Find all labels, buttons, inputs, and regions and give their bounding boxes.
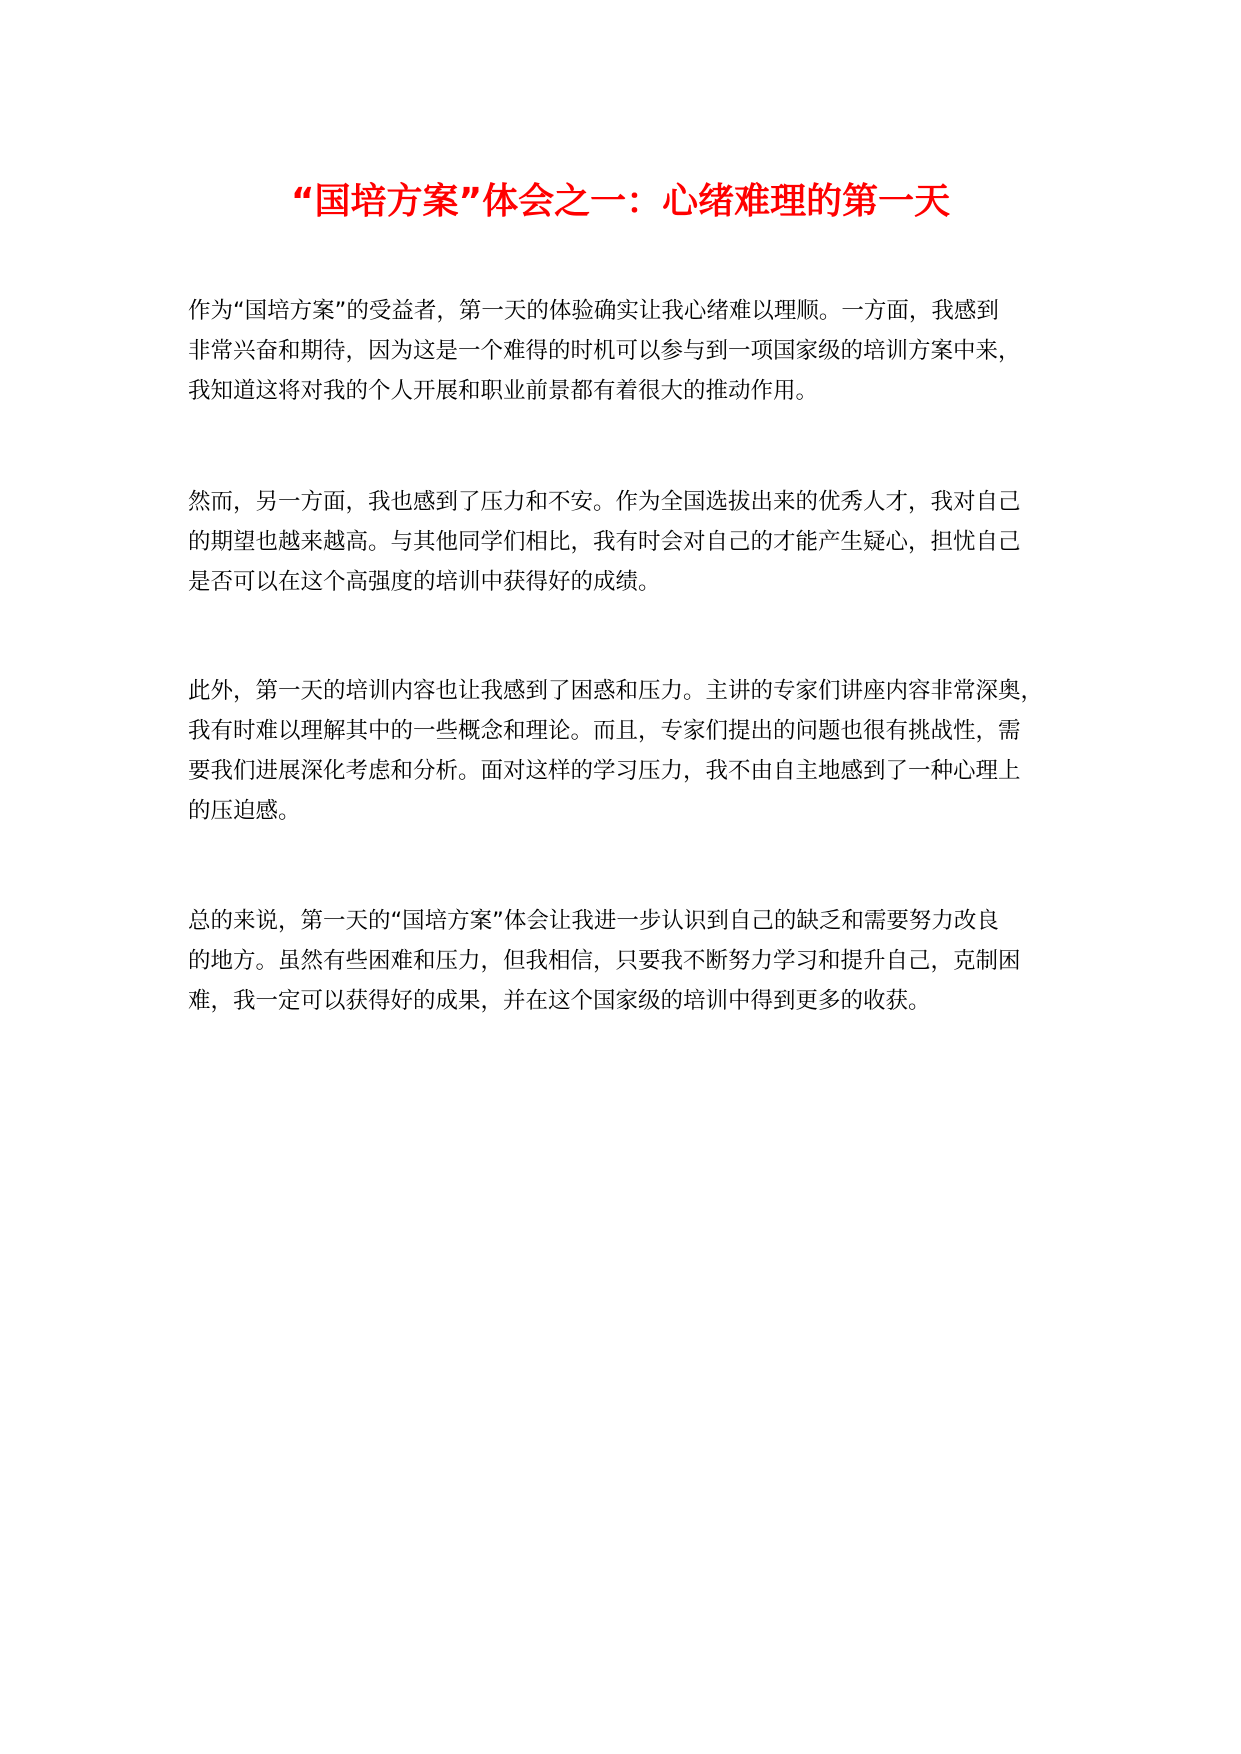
paragraph-line: 非常兴奋和期待，因为这是一个难得的时机可以参与到一项国家级的培训方案中来，: [188, 338, 1021, 364]
paragraph-line: 我有时难以理解其中的一些概念和理论。而且，专家们提出的问题也很有挑战性，需: [188, 718, 1021, 744]
paragraph-3: [188, 671, 1078, 831]
paragraph-line: 难，我一定可以获得好的成果，并在这个国家级的培训中得到更多的收获。: [188, 988, 931, 1014]
paragraph-1: [188, 291, 1078, 411]
paragraph-line: 是否可以在这个高强度的培训中获得好的成绩。: [188, 569, 661, 595]
paragraph-line: 作为“国培方案”的受益者，第一天的体验确实让我心绪难以理顺。一方面，我感到: [188, 298, 999, 324]
paragraph-line: 的压迫感。: [188, 798, 301, 824]
document-title: “国培方案”体会之一：心绪难理的第一天: [290, 181, 951, 222]
paragraph-line: 然而，另一方面，我也感到了压力和不安。作为全国选拔出来的优秀人才，我对自己: [188, 489, 1021, 515]
paragraph-line: 总的来说，第一天的“国培方案”体会让我进一步认识到自己的缺乏和需要努力改良: [188, 908, 999, 934]
paragraph-line: 此外，第一天的培训内容也让我感到了困惑和压力。主讲的专家们讲座内容非常深奥，: [188, 678, 1044, 704]
paragraph-line: 的期望也越来越高。与其他同学们相比，我有时会对自己的才能产生疑心，担忧自己: [188, 529, 1021, 555]
paragraph-2: [188, 482, 1078, 602]
paragraph-line: 要我们进展深化考虑和分析。面对这样的学习压力，我不由自主地感到了一种心理上: [188, 758, 1021, 784]
paragraph-line: 我知道这将对我的个人开展和职业前景都有着很大的推动作用。: [188, 378, 819, 404]
paragraph-4: [188, 901, 1078, 1021]
paragraph-line: 的地方。虽然有些困难和压力，但我相信，只要我不断努力学习和提升自己，克制困: [188, 948, 1021, 974]
